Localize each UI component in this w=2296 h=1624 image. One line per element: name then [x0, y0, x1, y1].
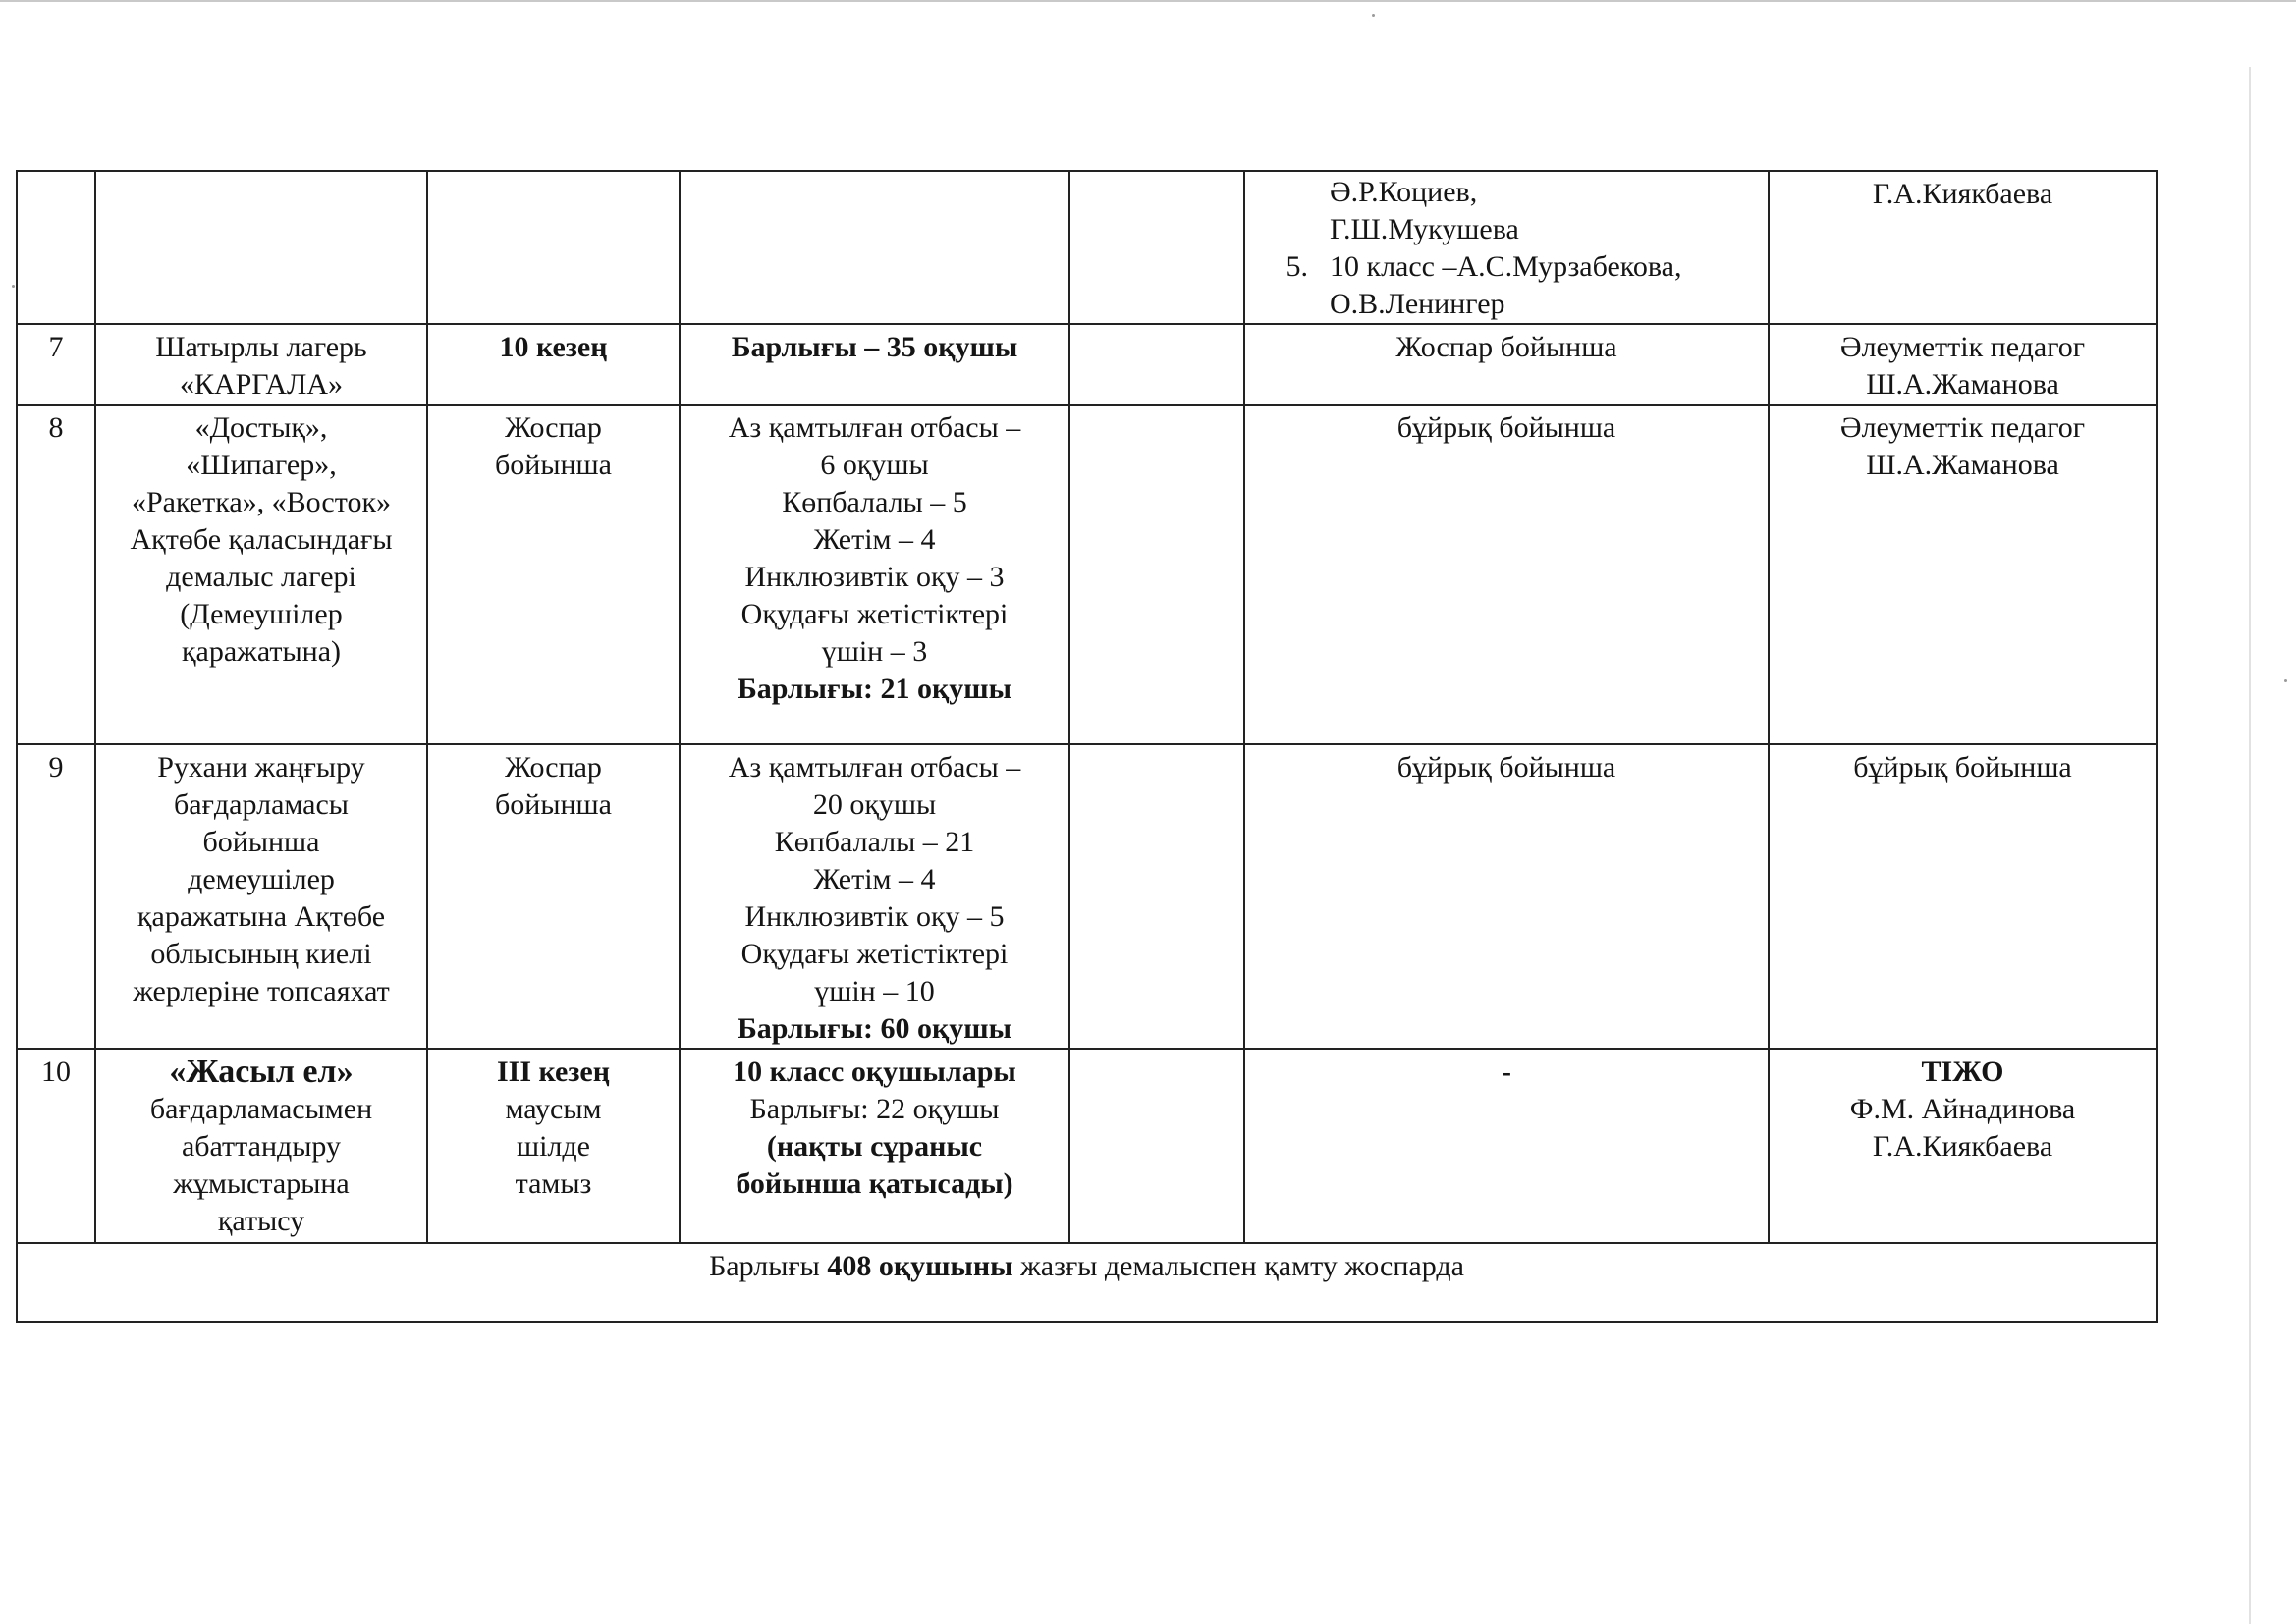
- scan-speck: [12, 285, 15, 288]
- coverage-line: Инклюзивтік оқу – 3: [744, 561, 1005, 593]
- period-line: Жоспар: [505, 751, 602, 784]
- cell-period: [427, 1049, 680, 1243]
- summary-suffix: жазғы демалыспен қамту жоспарда: [1012, 1250, 1464, 1282]
- cell-coverage: [680, 171, 1069, 324]
- event-line: «Достық»,: [194, 411, 328, 444]
- cell-basis-list: [1244, 171, 1769, 324]
- coverage-total: Барлығы: 21 оқушы: [737, 673, 1012, 705]
- responsible-role: Әлеуметтік педагог: [1839, 331, 2086, 363]
- cell-event: [95, 744, 427, 1049]
- event-line: жұмыстарына: [173, 1167, 350, 1200]
- cell-responsible: [1769, 1049, 2157, 1243]
- table-row-9: [17, 744, 2157, 1049]
- coverage-title: 10 класс оқушылары: [733, 1056, 1016, 1088]
- event-line: жерлеріне топсаяхат: [133, 975, 390, 1007]
- cell-responsible: бұйрық бойынша: [1769, 744, 2157, 1049]
- cell-event: [95, 405, 427, 744]
- event-line: Рухани жаңғыру: [157, 751, 365, 784]
- cell-coverage: [680, 744, 1069, 1049]
- responsible-name: Г.А.Киякбаева: [1872, 178, 2053, 210]
- coverage-note: (нақты сұраныс: [766, 1130, 983, 1163]
- event-line: бағдарламасы: [174, 788, 349, 821]
- event-line: абаттандыру: [181, 1130, 342, 1163]
- period-line: шілде: [517, 1130, 590, 1163]
- event-line: «КАРГАЛА»: [179, 368, 344, 401]
- coverage-line: үшін – 3: [821, 635, 928, 668]
- table-row-8: [17, 405, 2157, 744]
- coverage-line: Жетім – 4: [813, 863, 936, 895]
- coverage-line: 6 оқушы: [820, 449, 929, 481]
- responsible-title: ТІЖО: [1921, 1056, 2004, 1088]
- event-line: Шатырлы лагерь: [155, 331, 367, 363]
- event-line: «Шипагер»,: [186, 449, 337, 481]
- cell-event: [95, 171, 427, 324]
- responsible-role: Әлеуметтік педагог: [1839, 411, 2086, 444]
- coverage-line: Инклюзивтік оқу – 5: [744, 900, 1005, 933]
- cell-coverage: [680, 405, 1069, 744]
- cell-basis: Жоспар бойынша: [1244, 324, 1769, 405]
- cell-num: [17, 171, 95, 324]
- list-text: Г.Ш.Мукушева: [1330, 213, 1519, 245]
- event-line: Ақтөбе қаласындағы: [130, 523, 393, 556]
- summary-prefix: Барлығы: [709, 1250, 828, 1282]
- cell-basis: бұйрық бойынша: [1244, 744, 1769, 1049]
- cell-coverage: Барлығы – 35 оқушы: [680, 324, 1069, 405]
- event-line: қатысу: [217, 1205, 305, 1237]
- responsible-name: Ш.А.Жаманова: [1866, 368, 2059, 401]
- period-title: ІІІ кезең: [496, 1056, 611, 1088]
- scan-speck: [2284, 679, 2287, 682]
- coverage-line: Көпбалалы – 21: [774, 826, 975, 858]
- responsible-name: Ф.М. Айнадинова: [1849, 1093, 2076, 1125]
- scan-edge-right: [2249, 67, 2251, 1624]
- table-row-summary: [17, 1243, 2157, 1322]
- list-text: 10 класс –А.С.Мурзабекова,: [1330, 250, 1682, 283]
- event-line: бағдарламасымен: [149, 1093, 373, 1125]
- coverage-line: Оқудағы жетістіктері: [740, 598, 1009, 630]
- cell-period: [427, 171, 680, 324]
- cell-num: 7: [17, 324, 95, 405]
- responsible-name: Г.А.Киякбаева: [1872, 1130, 2053, 1163]
- event-line: бойынша: [202, 826, 320, 858]
- period-line: бойынша: [495, 449, 612, 481]
- cell-event: [95, 324, 427, 405]
- cell-num: 9: [17, 744, 95, 1049]
- event-title: «Жасыл ел»: [169, 1054, 354, 1090]
- list-item: [1253, 286, 1760, 323]
- event-line: облысының киелі: [150, 938, 372, 970]
- coverage-total: Барлығы: 60 оқушы: [737, 1012, 1012, 1045]
- period-line: тамыз: [515, 1167, 592, 1200]
- cell-empty: [1069, 744, 1244, 1049]
- table-row-continuation: [17, 171, 2157, 324]
- coverage-line: үшін – 10: [814, 975, 935, 1007]
- list-item: [1253, 174, 1760, 211]
- cell-basis: бұйрық бойынша: [1244, 405, 1769, 744]
- cell-event: [95, 1049, 427, 1243]
- event-line: қаражатына): [181, 635, 342, 668]
- list-item: [1253, 211, 1760, 248]
- coverage-line: Аз қамтылған отбасы –: [728, 411, 1021, 444]
- cell-empty: [1069, 324, 1244, 405]
- coverage-line: Жетім – 4: [813, 523, 936, 556]
- coverage-note: бойынша қатысады): [736, 1167, 1013, 1200]
- cell-responsible: [1769, 405, 2157, 744]
- list-number: 5.: [1285, 250, 1308, 283]
- coverage-line: 20 оқушы: [812, 788, 937, 821]
- period-line: Жоспар: [505, 411, 602, 444]
- list-number: [1253, 174, 1330, 211]
- cell-responsible: [1769, 324, 2157, 405]
- table-row-7: [17, 324, 2157, 405]
- table-row-10: [17, 1049, 2157, 1243]
- cell-responsible: [1769, 171, 2157, 324]
- coverage-line: Көпбалалы – 5: [782, 486, 967, 518]
- cell-empty: [1069, 405, 1244, 744]
- cell-num: 10: [17, 1049, 95, 1243]
- summary-cell: [17, 1243, 2157, 1322]
- list-number: [1253, 286, 1330, 323]
- list-text: Ә.Р.Коциев,: [1330, 176, 1478, 208]
- cell-basis: -: [1244, 1049, 1769, 1243]
- coverage-line: Аз қамтылған отбасы –: [728, 751, 1021, 784]
- summer-plan-table: [16, 170, 2158, 1323]
- responsible-name: Ш.А.Жаманова: [1866, 449, 2059, 481]
- event-line: қаражатына Ақтөбе: [137, 900, 386, 933]
- cell-num: 8: [17, 405, 95, 744]
- cell-period: [427, 744, 680, 1049]
- period-line: маусым: [505, 1093, 602, 1125]
- coverage-line: Оқудағы жетістіктері: [740, 938, 1009, 970]
- event-line: «Ракетка», «Восток»: [131, 486, 392, 518]
- event-line: демеушілер: [188, 863, 335, 895]
- list-item: [1253, 248, 1760, 286]
- cell-empty: [1069, 1049, 1244, 1243]
- period-line: бойынша: [495, 788, 612, 821]
- summary-count: 408 оқушыны: [827, 1250, 1013, 1282]
- event-line: демалыс лагері: [166, 561, 356, 593]
- cell-empty: [1069, 171, 1244, 324]
- list-text: О.В.Ленингер: [1330, 288, 1505, 320]
- event-line: (Демеушілер: [180, 598, 343, 630]
- cell-period: [427, 405, 680, 744]
- cell-coverage: [680, 1049, 1069, 1243]
- scan-edge-top: [0, 0, 2296, 2]
- scan-speck: [1372, 14, 1375, 17]
- list-number: [1253, 211, 1330, 248]
- cell-period: 10 кезең: [427, 324, 680, 405]
- coverage-line: Барлығы: 22 оқушы: [749, 1093, 1000, 1125]
